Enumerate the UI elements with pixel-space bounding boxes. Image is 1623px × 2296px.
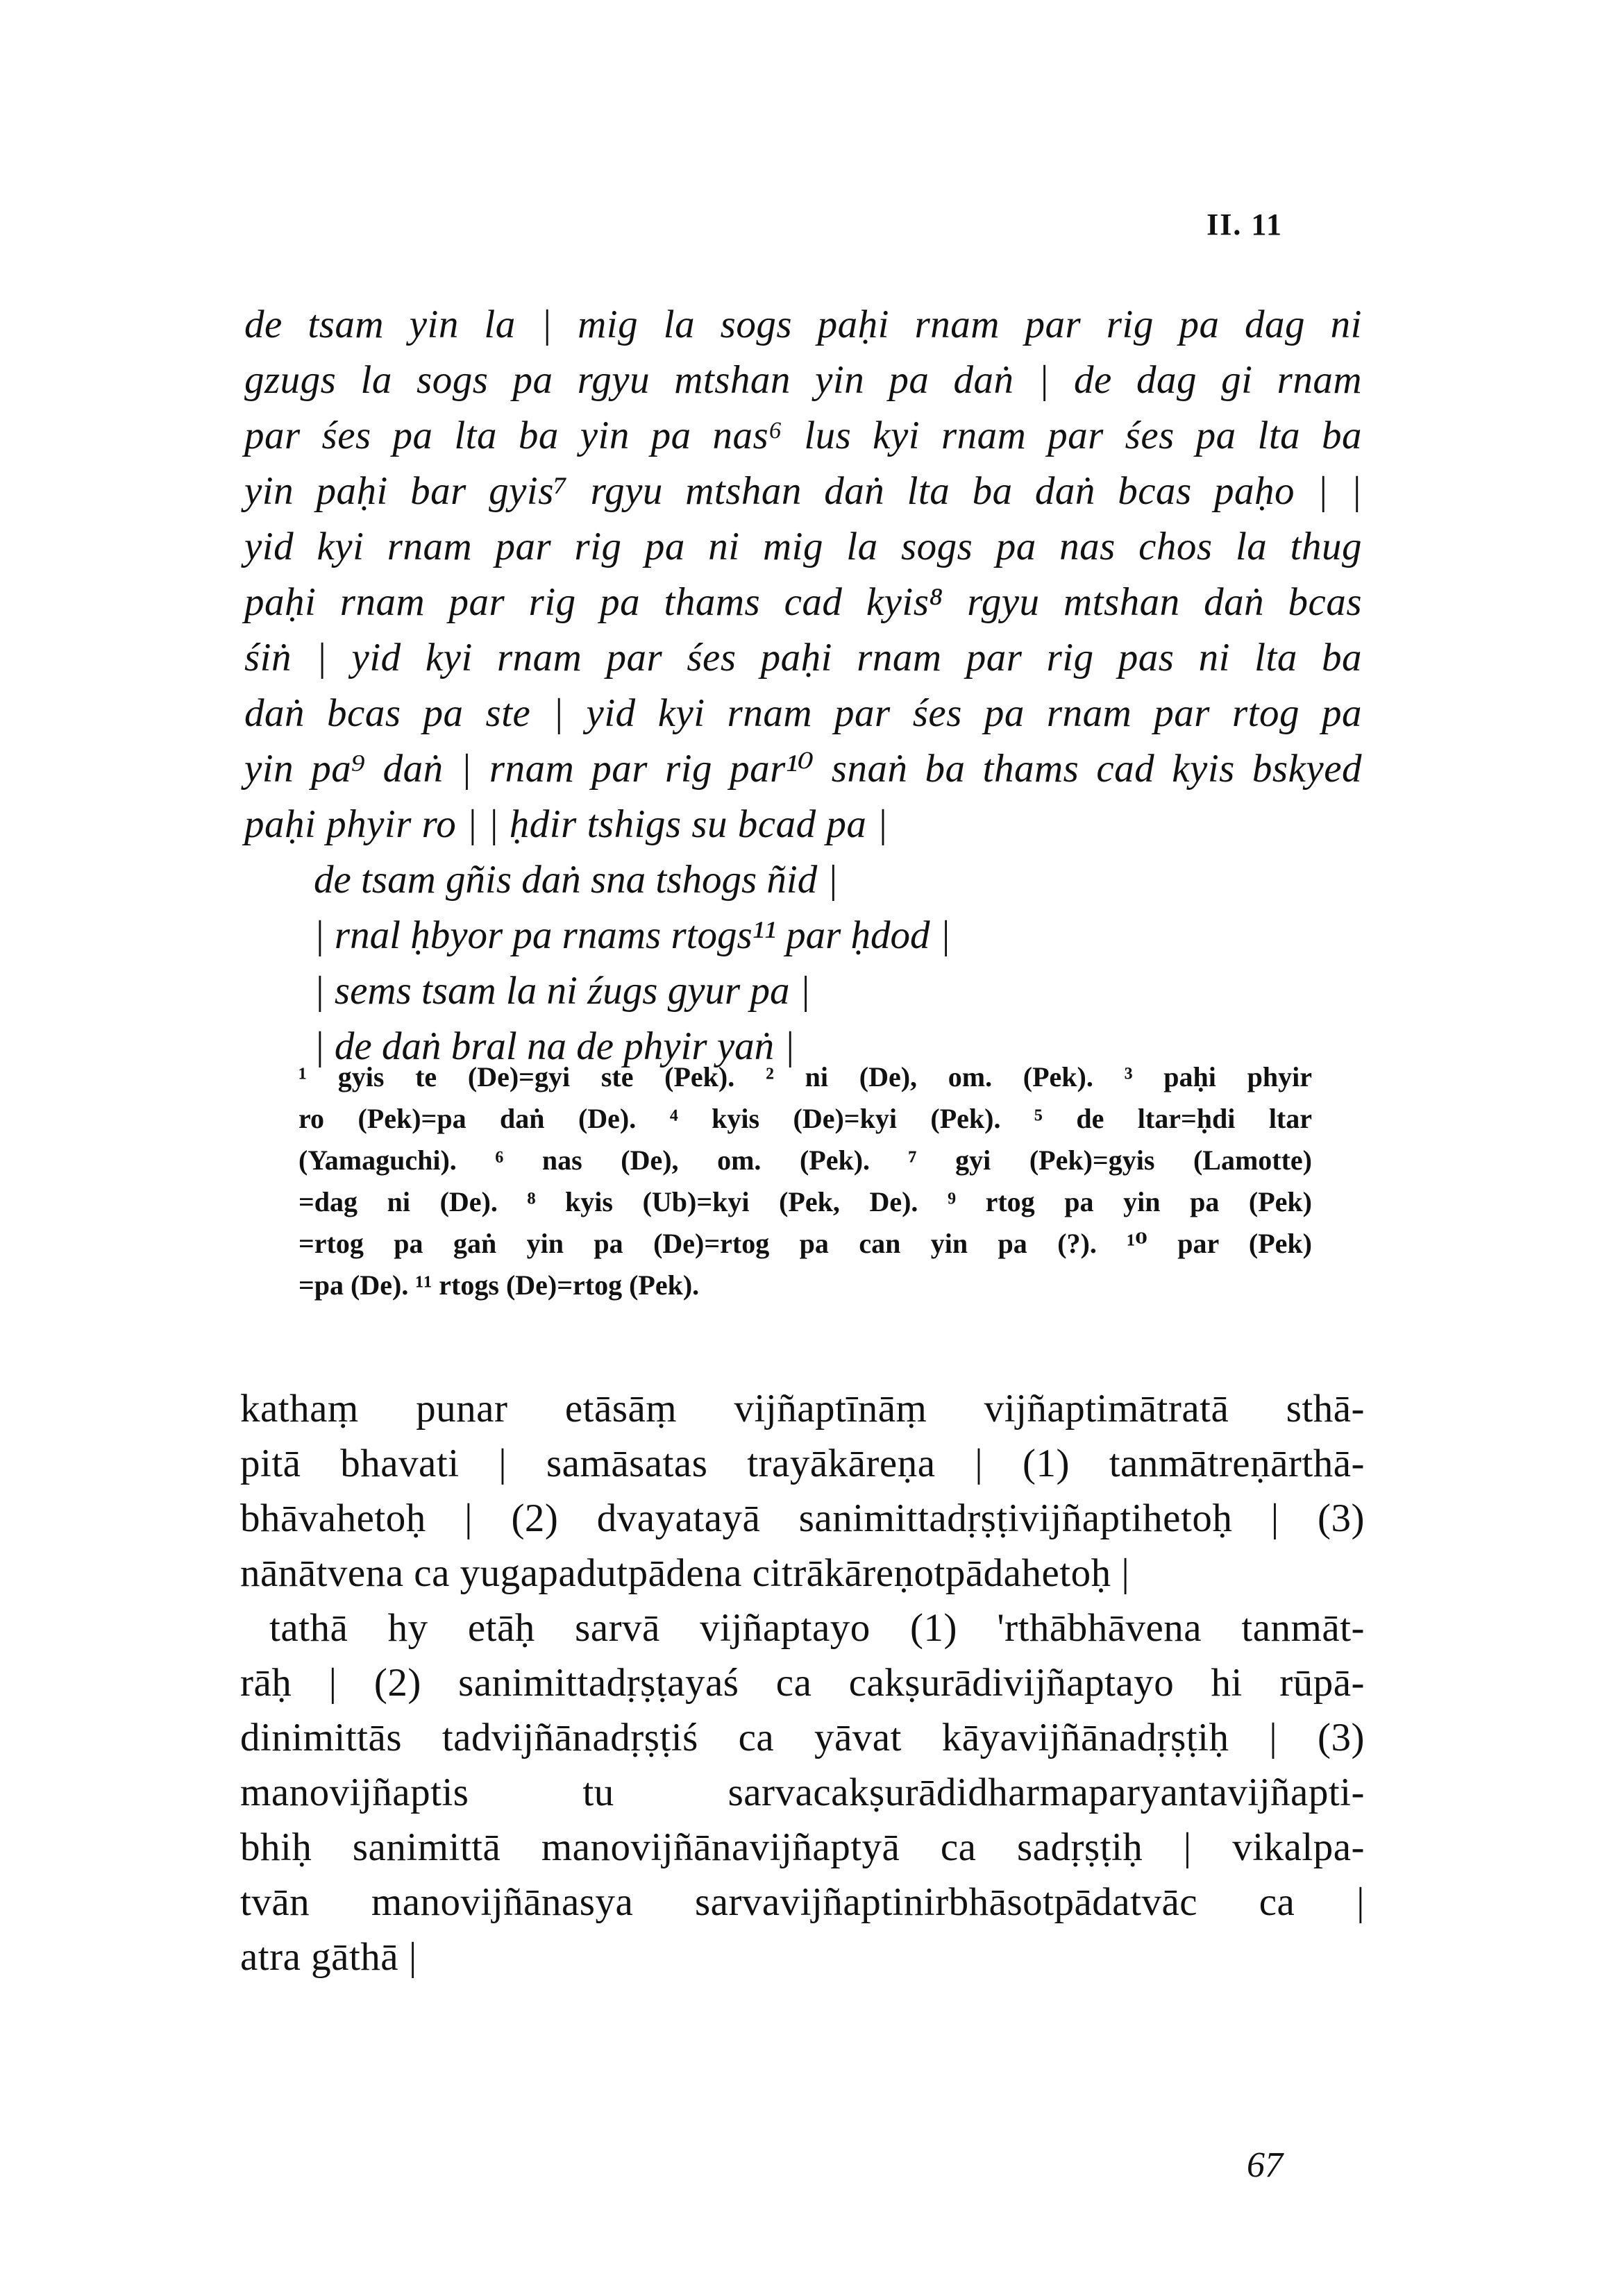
section-header: II. 11 — [1206, 208, 1283, 242]
footnote-line: =rtog pa gaṅ yin pa (De)=rtog pa can yin pa (?). ¹⁰ par (Pek) — [298, 1228, 1312, 1259]
tibetan-prose-line: paḥi rnam par rig pa thams cad kyis⁸ rgyu mtshan daṅ bcas — [244, 580, 1362, 624]
footnote-line: =pa (De). ¹¹ rtogs (De)=rtog (Pek). — [298, 1269, 700, 1301]
tibetan-prose-line: yin paḥi bar gyis⁷ rgyu mtshan daṅ lta ba daṅ bcas paḥo | | — [244, 469, 1362, 513]
sanskrit-line: pitā bhavati | samāsatas trayākāreṇa | (1) tanmātreṇārthā- — [240, 1442, 1365, 1485]
footnote-line: (Yamaguchi). ⁶ nas (De), om. (Pek). ⁷ gyi (Pek)=gyis (Lamotte) — [298, 1145, 1312, 1176]
footnotes — [298, 1056, 1312, 1306]
sanskrit-line: tvān manovijñānasya sarvavijñaptinirbhāsotpādatvāc ca | — [240, 1880, 1365, 1924]
tibetan-prose-line: par śes pa lta ba yin pa nas⁶ lus kyi rnam par śes pa lta ba — [244, 414, 1362, 457]
sanskrit-line: atra gāthā | — [240, 1935, 417, 1979]
tibetan-prose-line: yid kyi rnam par rig pa ni mig la sogs pa nas chos la thug — [244, 525, 1362, 568]
tibetan-text — [244, 297, 1362, 1074]
sanskrit-line: bhāvahetoḥ | (2) dvayatayā sanimittadṛṣṭivijñaptihetoḥ | (3) — [240, 1496, 1365, 1540]
footnote-line: ¹ gyis te (De)=gyi ste (Pek). ² ni (De), om. (Pek). ³ paḥi phyir — [298, 1061, 1312, 1092]
sanskrit-line: bhiḥ sanimittā manovijñānavijñaptyā ca sadṛṣṭiḥ | vikalpa- — [240, 1825, 1365, 1869]
footnote-line: ro (Pek)=pa daṅ (De). ⁴ kyis (De)=kyi (Pek). ⁵ de ltar=ḥdi ltar — [298, 1103, 1312, 1134]
sanskrit-line: dinimittās tadvijñānadṛṣṭiś ca yāvat kāyavijñānadṛṣṭiḥ | (3) — [240, 1716, 1365, 1759]
tibetan-verse-line: | de daṅ bral na de phyir yaṅ | — [314, 1024, 796, 1068]
page-number: 67 — [1247, 2145, 1283, 2185]
footnote-line: =dag ni (De). ⁸ kyis (Ub)=kyi (Pek, De). ⁹ rtog pa yin pa (Pek) — [298, 1186, 1312, 1217]
tibetan-prose-line: yin pa⁹ daṅ | rnam par rig par¹⁰ snaṅ ba thams cad kyis bskyed — [244, 747, 1362, 791]
sanskrit-line: manovijñaptis tu sarvacakṣurādidharmaparyantavijñapti- — [240, 1771, 1365, 1814]
tibetan-prose-line: śiṅ | yid kyi rnam par śes paḥi rnam par rig pas ni lta ba — [244, 636, 1362, 679]
tibetan-prose-line: gzugs la sogs pa rgyu mtshan yin pa daṅ | de dag gi rnam — [244, 358, 1362, 402]
sanskrit-line: rāḥ | (2) sanimittadṛṣṭayaś ca cakṣurādivijñaptayo hi rūpā- — [240, 1661, 1365, 1705]
tibetan-prose-line: paḥi phyir ro | | ḥdir tshigs su bcad pa | — [244, 802, 889, 846]
sanskrit-line: nānātvena ca yugapadutpādena citrākāreṇotpādahetoḥ | — [240, 1551, 1130, 1595]
sanskrit-text — [240, 1381, 1365, 1984]
tibetan-prose-line: daṅ bcas pa ste | yid kyi rnam par śes pa rnam par rtog pa — [244, 691, 1362, 735]
sanskrit-line: kathaṃ punar etāsāṃ vijñaptīnāṃ vijñaptimātratā sthā- — [240, 1387, 1365, 1430]
tibetan-verse-line: | sems tsam la ni źugs gyur pa | — [314, 969, 811, 1013]
tibetan-verse-line: de tsam gñis daṅ sna tshogs ñid | — [314, 858, 839, 902]
tibetan-verse-line: | rnal ḥbyor pa rnams rtogs¹¹ par ḥdod | — [314, 913, 951, 957]
tibetan-prose-line: de tsam yin la | mig la sogs paḥi rnam par rig pa dag ni — [244, 303, 1362, 346]
sanskrit-line: tathā hy etāḥ sarvā vijñaptayo (1) 'rthābhāvena tanmāt- — [269, 1606, 1365, 1650]
